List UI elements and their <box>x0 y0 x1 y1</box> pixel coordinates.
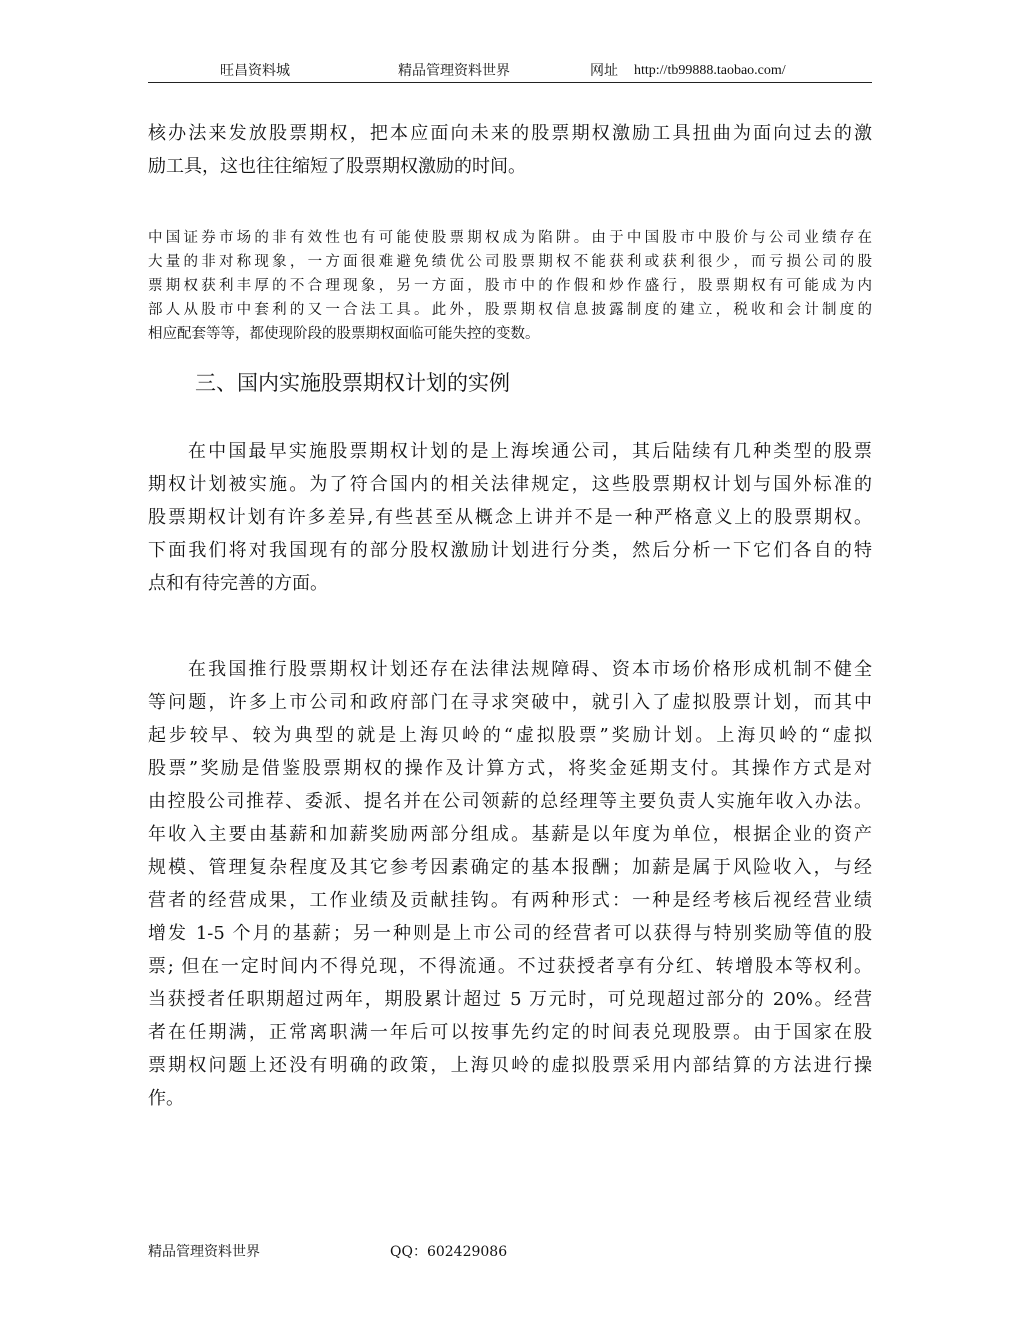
paragraph-line: 年收入主要由基薪和加薪奖励两部分组成。基薪是以年度为单位，根据企业的资产 <box>148 824 872 845</box>
paragraph-line: 增发 1-5 个月的基薪；另一种则是上市公司的经营者可以获得与特别奖励等值的股 <box>148 923 872 944</box>
paragraph-1 <box>148 117 872 183</box>
paragraph-line: 起步较早、较为典型的就是上海贝岭的“虚拟股票”奖励计划。上海贝岭的“虚拟 <box>148 725 872 746</box>
paragraph-line: 核办法来发放股票期权，把本应面向未来的股票期权激励工具扭曲为面向过去的激 <box>148 123 872 144</box>
paragraph-line: 票期权问题上还没有明确的政策，上海贝岭的虚拟股票采用内部结算的方法进行操 <box>148 1055 872 1076</box>
page-header <box>148 60 872 83</box>
paragraph-line: 励工具，这也往往缩短了股票期权激励的时间。 <box>148 156 526 177</box>
paragraph-line: 当获授者任职期超过两年，期股累计超过 5 万元时，可兑现超过部分的 20%。经营 <box>148 989 872 1010</box>
paragraph-2 <box>148 226 872 346</box>
paragraph-line: 票期权获利丰厚的不合理现象，另一方面，股市中的作假和炒作盛行，股票期权有可能成为内 <box>148 278 872 294</box>
paragraph-line: 部人从股市中套利的又一合法工具。此外，股票期权信息披露制度的建立，税收和会计制度的 <box>148 302 872 318</box>
paragraph-line: 中国证券市场的非有效性也有可能使股票期权成为陷阱。由于中国股市中股价与公司业绩存在 <box>148 230 872 246</box>
paragraph-line: 点和有待完善的方面。 <box>148 573 328 594</box>
header-shop-name: 旺昌资料城 <box>220 63 290 79</box>
paragraph-line: 等问题，许多上市公司和政府部门在寻求突破中，就引入了虚拟股票计划，而其中 <box>148 692 872 713</box>
footer-qq: QQ：602429086 <box>390 1244 508 1260</box>
paragraph-line: 股票期权计划有许多差异,有些甚至从概念上讲并不是一种严格意义上的股票期权。 <box>148 507 872 528</box>
header-url-label: 网址 <box>590 63 618 79</box>
footer-brand: 精品管理资料世界 <box>148 1244 260 1260</box>
paragraph-line: 者在任期满，正常离职满一年后可以按事先约定的时间表兑现股票。由于国家在股 <box>148 1022 872 1043</box>
paragraph-line: 在我国推行股票期权计划还存在法律法规障碍、资本市场价格形成机制不健全 <box>188 659 872 680</box>
paragraph-line: 大量的非对称现象，一方面很难避免绩优公司股票期权不能获利或获利很少，而亏损公司的股 <box>148 254 872 270</box>
paragraph-line: 规模、管理复杂程度及其它参考因素确定的基本报酬；加薪是属于风险收入，与经 <box>148 857 872 878</box>
paragraph-3 <box>148 435 872 600</box>
paragraph-line: 股票”奖励是借鉴股票期权的操作及计算方式，将奖金延期支付。其操作方式是对 <box>148 758 872 779</box>
header-brand: 精品管理资料世界 <box>398 63 510 79</box>
header-url: http://tb99888.taobao.com/ <box>634 63 786 78</box>
paragraph-line: 相应配套等等，都使现阶段的股票期权面临可能失控的变数。 <box>148 326 540 342</box>
paragraph-line: 在中国最早实施股票期权计划的是上海埃通公司，其后陆续有几种类型的股票 <box>188 441 872 462</box>
paragraph-line: 票; 但在一定时间内不得兑现，不得流通。不过获授者享有分红、转增股本等权利。 <box>148 956 872 977</box>
paragraph-line: 营者的经营成果，工作业绩及贡献挂钩。有两种形式：一种是经考核后视经营业绩 <box>148 890 872 911</box>
paragraph-line: 作。 <box>148 1088 184 1109</box>
section-heading: 三、国内实施股票期权计划的实例 <box>195 371 510 395</box>
paragraph-4 <box>148 653 872 1115</box>
paragraph-line: 由控股公司推荐、委派、提名并在公司领薪的总经理等主要负责人实施年收入办法。 <box>148 791 872 812</box>
paragraph-line: 期权计划被实施。为了符合国内的相关法律规定，这些股票期权计划与国外标准的 <box>148 474 872 495</box>
paragraph-line: 下面我们将对我国现有的部分股权激励计划进行分类，然后分析一下它们各自的特 <box>148 540 872 561</box>
